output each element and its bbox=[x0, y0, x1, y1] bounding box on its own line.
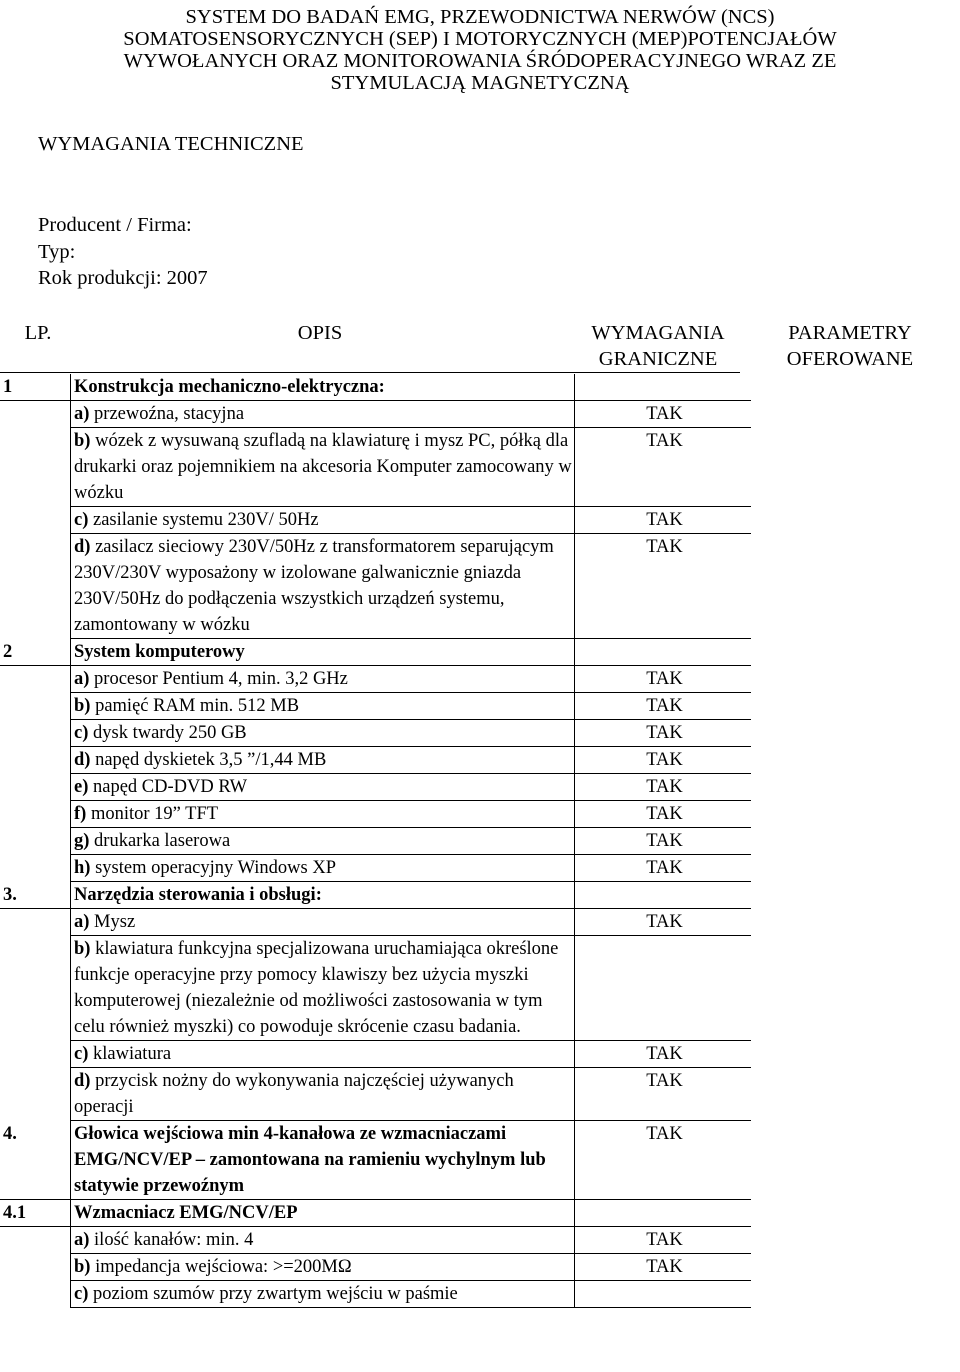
row-description bbox=[71, 855, 575, 882]
row-lp bbox=[0, 401, 71, 428]
row-lp bbox=[0, 936, 71, 1041]
row-description bbox=[71, 693, 575, 720]
section-heading: WYMAGANIA TECHNICZNE bbox=[38, 133, 304, 155]
row-requirement: TAK bbox=[575, 774, 752, 801]
item-letter: a) bbox=[74, 1230, 95, 1250]
item-letter: b) bbox=[74, 696, 96, 716]
row-lp bbox=[0, 774, 71, 801]
table-row bbox=[0, 428, 751, 507]
item-letter: c) bbox=[74, 1044, 93, 1064]
row-requirement bbox=[575, 1281, 752, 1308]
item-text: procesor Pentium 4, min. 3,2 GHz bbox=[94, 669, 348, 689]
row-requirement bbox=[575, 882, 752, 909]
row-description bbox=[71, 1121, 575, 1200]
row-requirement: TAK bbox=[575, 747, 752, 774]
year-label: Rok produkcji: 2007 bbox=[38, 267, 208, 289]
row-lp: 4. bbox=[0, 1121, 71, 1200]
item-letter: b) bbox=[74, 1257, 96, 1277]
table-row bbox=[0, 534, 751, 639]
row-requirement: TAK bbox=[575, 855, 752, 882]
row-description bbox=[71, 1068, 575, 1121]
item-letter: c) bbox=[74, 723, 93, 743]
row-description bbox=[71, 801, 575, 828]
item-text: Głowica wejściowa min 4-kanałowa ze wzmacniaczami EMG/NCV/EP – zamontowana na ramieniu wychylnym lub statywie przewoźnym bbox=[74, 1124, 546, 1196]
row-description bbox=[71, 720, 575, 747]
row-requirement bbox=[575, 639, 752, 666]
row-description bbox=[71, 909, 575, 936]
item-text: klawiatura bbox=[93, 1044, 172, 1064]
row-requirement bbox=[575, 936, 752, 1041]
row-requirement bbox=[575, 374, 752, 401]
item-letter: g) bbox=[74, 831, 95, 851]
row-requirement: TAK bbox=[575, 1121, 752, 1200]
row-lp bbox=[0, 1281, 71, 1308]
row-lp bbox=[0, 909, 71, 936]
header-opis: OPIS bbox=[297, 322, 343, 344]
table-row bbox=[0, 1041, 751, 1068]
table-row bbox=[0, 639, 751, 666]
row-requirement: TAK bbox=[575, 801, 752, 828]
row-lp bbox=[0, 428, 71, 507]
item-letter: e) bbox=[74, 777, 93, 797]
row-requirement: TAK bbox=[575, 1254, 752, 1281]
table-row bbox=[0, 936, 751, 1041]
row-requirement: TAK bbox=[575, 828, 752, 855]
item-text: napęd dyskietek 3,5 ”/1,44 MB bbox=[95, 750, 327, 770]
item-text: klawiatura funkcyjna specjalizowana uruchamiająca określone funkcje operacyjne przy pomocy klawiszy bez użycia myszki komputerowej (niezależnie od możliwości zastosowania w tym celu również myszki) co powoduje skrócenie czasu badania. bbox=[74, 939, 559, 1037]
table-row bbox=[0, 374, 751, 401]
row-requirement: TAK bbox=[575, 720, 752, 747]
header-parametry bbox=[740, 320, 960, 372]
row-requirement: TAK bbox=[575, 1041, 752, 1068]
item-letter: d) bbox=[74, 1071, 96, 1091]
item-text: wózek z wysuwaną szufladą na klawiaturę i mysz PC, półką dla drukarki oraz pojemnikiem na akcesoria Komputer zamocowany w wózku bbox=[74, 431, 572, 503]
row-lp bbox=[0, 1254, 71, 1281]
row-requirement: TAK bbox=[575, 534, 752, 639]
item-text: pamięć RAM min. 512 MB bbox=[95, 696, 300, 716]
table-row bbox=[0, 1068, 751, 1121]
item-letter: d) bbox=[74, 750, 96, 770]
item-text: System komputerowy bbox=[74, 642, 245, 662]
item-letter: f) bbox=[74, 804, 91, 824]
row-description bbox=[71, 507, 575, 534]
row-description bbox=[71, 1227, 575, 1254]
table-row bbox=[0, 1121, 751, 1200]
row-lp bbox=[0, 828, 71, 855]
table-row bbox=[0, 909, 751, 936]
header-wymagania-line2: GRANICZNE bbox=[598, 348, 718, 370]
row-requirement bbox=[575, 1200, 752, 1227]
row-description bbox=[71, 882, 575, 909]
item-text: ilość kanałów: min. 4 bbox=[94, 1230, 254, 1250]
item-text: Mysz bbox=[94, 912, 136, 932]
title-line: SYSTEM DO BADAŃ EMG, PRZEWODNICTWA NERWÓW (NCS) bbox=[185, 6, 775, 28]
row-requirement: TAK bbox=[575, 909, 752, 936]
requirements-table bbox=[0, 374, 751, 1308]
item-text: zasilanie systemu 230V/ 50Hz bbox=[93, 510, 319, 530]
row-description bbox=[71, 936, 575, 1041]
row-description bbox=[71, 428, 575, 507]
row-lp: 2 bbox=[0, 639, 71, 666]
row-lp bbox=[0, 1227, 71, 1254]
row-description bbox=[71, 534, 575, 639]
item-text: poziom szumów przy zwartym wejściu w paśmie bbox=[93, 1284, 458, 1304]
table-row bbox=[0, 1227, 751, 1254]
item-text: system operacyjny Windows XP bbox=[95, 858, 337, 878]
table-row bbox=[0, 401, 751, 428]
table-row bbox=[0, 507, 751, 534]
header-rule bbox=[0, 372, 740, 373]
row-lp bbox=[0, 666, 71, 693]
table-row bbox=[0, 774, 751, 801]
row-requirement: TAK bbox=[575, 1068, 752, 1121]
requirements-body bbox=[0, 374, 751, 1308]
item-letter: a) bbox=[74, 912, 95, 932]
header-wymagania-line1: WYMAGANIA bbox=[591, 322, 725, 344]
row-requirement: TAK bbox=[575, 666, 752, 693]
producer-label: Producent / Firma: bbox=[38, 214, 192, 236]
table-row bbox=[0, 828, 751, 855]
item-text: impedancja wejściowa: >=200MΩ bbox=[95, 1257, 352, 1277]
row-lp bbox=[0, 855, 71, 882]
title-line: SOMATOSENSORYCZNYCH (SEP) I MOTORYCZNYCH (MEP)POTENCJAŁÓW bbox=[123, 28, 837, 50]
row-lp: 3. bbox=[0, 882, 71, 909]
item-text: przewoźna, stacyjna bbox=[94, 404, 245, 424]
row-lp: 1 bbox=[0, 374, 71, 401]
title-line: WYWOŁANYCH ORAZ MONITOROWANIA ŚRÓDOPERACYJNEGO WRAZ ZE bbox=[123, 50, 837, 72]
item-text: monitor 19” TFT bbox=[90, 804, 219, 824]
row-requirement: TAK bbox=[575, 1227, 752, 1254]
row-description bbox=[71, 1041, 575, 1068]
header-parametry-line2: OFEROWANE bbox=[786, 348, 914, 370]
header-lp: LP. bbox=[24, 322, 52, 344]
table-row bbox=[0, 855, 751, 882]
item-letter: a) bbox=[74, 669, 95, 689]
row-description bbox=[71, 666, 575, 693]
row-lp bbox=[0, 720, 71, 747]
item-text: Narzędzia sterowania i obsługi: bbox=[74, 885, 322, 905]
row-description bbox=[71, 1200, 575, 1227]
document-title bbox=[60, 6, 900, 94]
row-lp bbox=[0, 801, 71, 828]
item-letter: b) bbox=[74, 431, 96, 451]
item-text: drukarka laserowa bbox=[94, 831, 231, 851]
item-text: zasilacz sieciowy 230V/50Hz z transformatorem separującym 230V/230V wyposażony w izolowane galwanicznie gniazda 230V/50Hz do podłączenia wszystkich urządzeń systemu, zamontowany w wózku bbox=[74, 537, 554, 635]
table-row bbox=[0, 882, 751, 909]
table-row bbox=[0, 1281, 751, 1308]
row-description bbox=[71, 401, 575, 428]
type-label: Typ: bbox=[38, 241, 76, 263]
item-text: przycisk nożny do wykonywania najczęściej używanych operacji bbox=[74, 1071, 514, 1117]
row-description bbox=[71, 639, 575, 666]
table-row bbox=[0, 1254, 751, 1281]
header-wymagania bbox=[568, 320, 748, 372]
row-lp bbox=[0, 507, 71, 534]
table-row bbox=[0, 1200, 751, 1227]
table-row bbox=[0, 747, 751, 774]
item-letter: h) bbox=[74, 858, 96, 878]
row-description bbox=[71, 1254, 575, 1281]
row-lp: 4.1 bbox=[0, 1200, 71, 1227]
table-row bbox=[0, 801, 751, 828]
row-requirement: TAK bbox=[575, 428, 752, 507]
row-requirement: TAK bbox=[575, 693, 752, 720]
title-line: STYMULACJĄ MAGNETYCZNĄ bbox=[330, 72, 630, 94]
row-description bbox=[71, 747, 575, 774]
row-description bbox=[71, 1281, 575, 1308]
row-description bbox=[71, 374, 575, 401]
item-letter: c) bbox=[74, 510, 93, 530]
row-lp bbox=[0, 1041, 71, 1068]
table-row bbox=[0, 693, 751, 720]
row-requirement: TAK bbox=[575, 401, 752, 428]
row-description bbox=[71, 774, 575, 801]
item-letter: c) bbox=[74, 1284, 93, 1304]
row-description bbox=[71, 828, 575, 855]
row-lp bbox=[0, 534, 71, 639]
item-text: dysk twardy 250 GB bbox=[93, 723, 247, 743]
item-letter: d) bbox=[74, 537, 96, 557]
table-row bbox=[0, 666, 751, 693]
item-text: Wzmacniacz EMG/NCV/EP bbox=[74, 1203, 298, 1223]
row-lp bbox=[0, 1068, 71, 1121]
header-parametry-line1: PARAMETRY bbox=[788, 322, 912, 344]
row-lp bbox=[0, 693, 71, 720]
item-text: napęd CD-DVD RW bbox=[93, 777, 248, 797]
item-letter: a) bbox=[74, 404, 95, 424]
item-letter: b) bbox=[74, 939, 96, 959]
table-row bbox=[0, 720, 751, 747]
row-lp bbox=[0, 747, 71, 774]
row-requirement: TAK bbox=[575, 507, 752, 534]
item-text: Konstrukcja mechaniczno-elektryczna: bbox=[74, 377, 385, 397]
